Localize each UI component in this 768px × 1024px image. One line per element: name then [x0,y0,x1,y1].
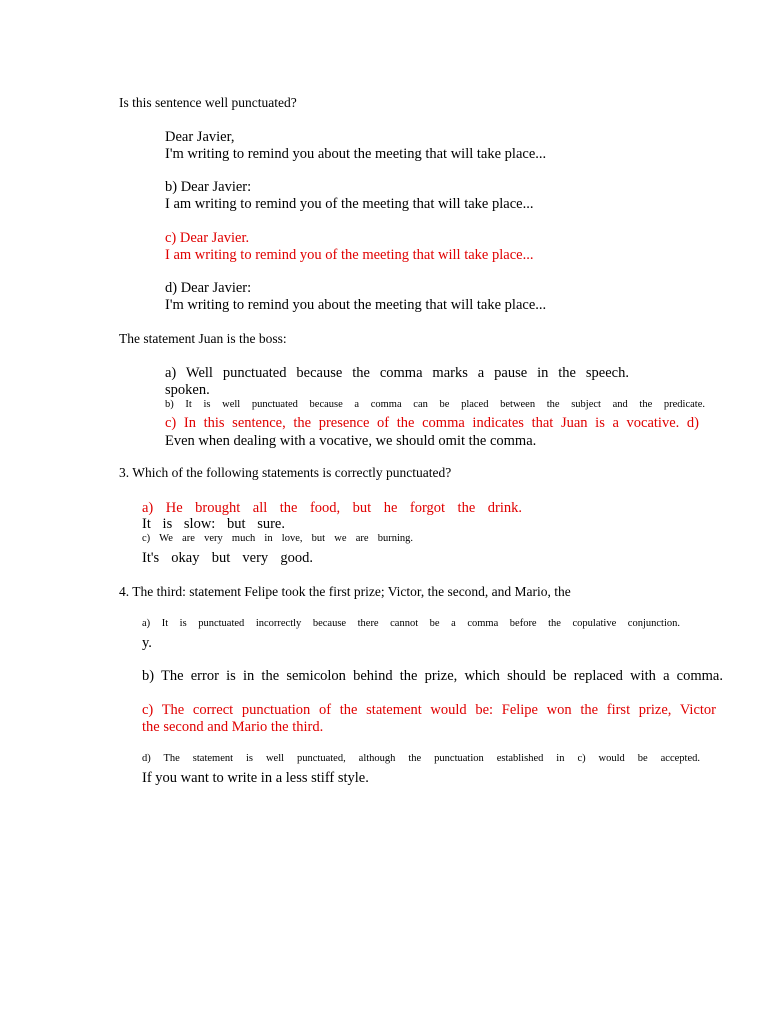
q4-option-b: b) The error is in the semicolon behind the prize, which should be replaced with a comma. [142,668,723,684]
q1-option-b-line1: b) Dear Javier: [165,179,252,195]
q1-option-c-line2: I am writing to remind you of the meeting that will take place... [165,247,534,263]
q1-option-a-line2: I'm writing to remind you about the meeting that will take place... [165,146,547,162]
q3-option-b: It is slow: but sure. [142,516,285,532]
q4-option-a-line2: y. [142,635,152,651]
q2-option-d: Even when dealing with a vocative, we should omit the comma. [165,433,537,449]
q4-option-d-line2: If you want to write in a less stiff style. [142,770,369,786]
q4-option-c-line2: the second and Mario the third. [142,719,324,735]
q2-question: The statement Juan is the boss: [119,331,287,346]
q3-option-d: It's okay but very good. [142,550,313,566]
q1-option-c-line1: c) Dear Javier. [165,230,250,246]
q4-option-a-line1: a) It is punctuated incorrectly because there cannot be a comma before the copulative conjunction. [142,618,680,629]
q3-option-a: a) He brought all the food, but he forgot the drink. [142,500,522,516]
q1-option-a-line1: Dear Javier, [165,129,235,145]
q1-option-d-line2: I'm writing to remind you about the meeting that will take place... [165,297,547,313]
q3-option-c: c) We are very much in love, but we are burning. [142,533,413,544]
q1-question: Is this sentence well punctuated? [119,95,297,110]
q1-option-b-line2: I am writing to remind you of the meeting that will take place... [165,196,534,212]
q3-question: 3. Which of the following statements is correctly punctuated? [119,465,452,480]
q1-option-d-line1: d) Dear Javier: [165,280,252,296]
q2-option-c: c) In this sentence, the presence of the comma indicates that Juan is a vocative. d) [165,415,699,431]
q2-option-a-line1: a) Well punctuated because the comma marks a pause in the speech. [165,365,629,381]
q4-question: 4. The third: statement Felipe took the first prize; Victor, the second, and Mario, the [119,584,571,599]
q2-option-a-line2: spoken. [165,382,210,398]
q4-option-d-line1: d) The statement is well punctuated, although the punctuation established in c) would be accepted. [142,753,700,764]
q4-option-c-line1: c) The correct punctuation of the statement would be: Felipe won the first prize, Victor [142,702,716,718]
q2-option-b: b) It is well punctuated because a comma can be placed between the subject and the predicate. [165,399,705,410]
